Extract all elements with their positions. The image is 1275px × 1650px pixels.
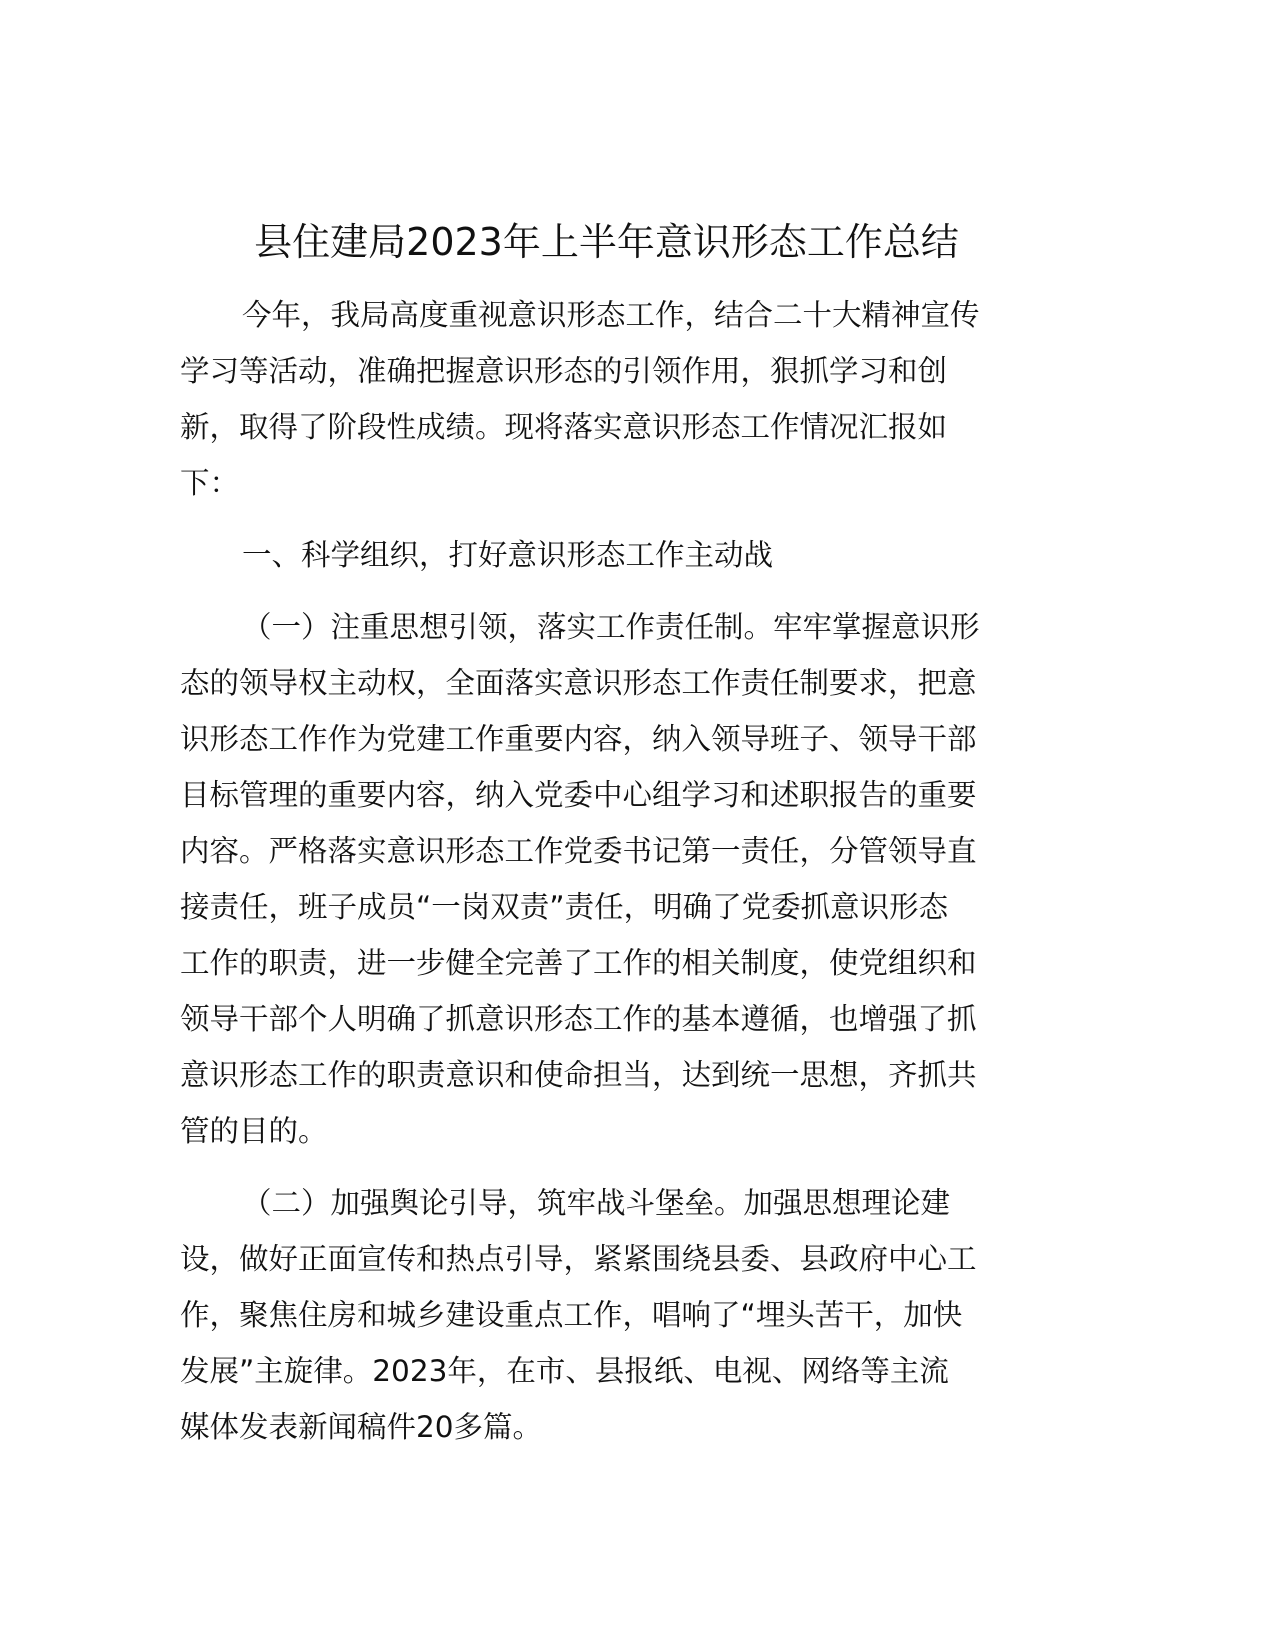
text-line: 今年，我局高度重视意识形态工作，结合二十大精神宣传 <box>242 298 980 332</box>
paragraph-subsection-1 <box>180 599 1040 1159</box>
text-line: 媒体发表新闻稿件20多篇。 <box>180 1410 543 1444</box>
text-line: 意识形态工作的职责意识和使命担当，达到统一思想，齐抓共 <box>180 1058 977 1092</box>
paragraph-spacer <box>180 1159 1040 1175</box>
paragraph-spacer <box>180 511 1040 527</box>
paragraph-subsection-2 <box>180 1175 1040 1455</box>
paragraph-intro <box>180 287 1040 511</box>
text-line: 新，取得了阶段性成绩。现将落实意识形态工作情况汇报如 <box>180 410 948 444</box>
text-line: 作，聚焦住房和城乡建设重点工作，唱响了“埋头苦干，加快 <box>180 1298 963 1332</box>
paragraph-spacer <box>180 583 1040 599</box>
text-line: 领导干部个人明确了抓意识形态工作的基本遵循，也增强了抓 <box>180 1002 977 1036</box>
text-line: 识形态工作作为党建工作重要内容，纳入领导班子、领导干部 <box>180 722 977 756</box>
text-line: 学习等活动，准确把握意识形态的引领作用，狠抓学习和创 <box>180 354 948 388</box>
document-title: 县住建局2023年上半年意识形态工作总结 <box>254 220 959 264</box>
text-line: 内容。严格落实意识形态工作党委书记第一责任，分管领导直 <box>180 834 977 868</box>
text-line: 工作的职责，进一步健全完善了工作的相关制度，使党组织和 <box>180 946 977 980</box>
text-line: 设，做好正面宣传和热点引导，紧紧围绕县委、县政府中心工 <box>180 1242 977 1276</box>
section-heading-text: 一、科学组织，打好意识形态工作主动战 <box>242 538 774 572</box>
text-line: 态的领导权主动权，全面落实意识形态工作责任制要求，把意 <box>180 666 977 700</box>
text-line: 接责任，班子成员“一岗双责”责任，明确了党委抓意识形态 <box>180 890 949 924</box>
text-line: 目标管理的重要内容，纳入党委中心组学习和述职报告的重要 <box>180 778 977 812</box>
text-line: 管的目的。 <box>180 1114 328 1148</box>
text-line: 下： <box>180 466 240 500</box>
text-line: 发展”主旋律。2023年，在市、县报纸、电视、网络等主流 <box>180 1354 949 1388</box>
text-line: （一）注重思想引领，落实工作责任制。牢牢掌握意识形 <box>242 610 980 644</box>
document-body <box>180 287 1040 1455</box>
text-line: （二）加强舆论引导，筑牢战斗堡垒。加强思想理论建 <box>242 1186 951 1220</box>
section-heading-1 <box>180 527 1040 583</box>
